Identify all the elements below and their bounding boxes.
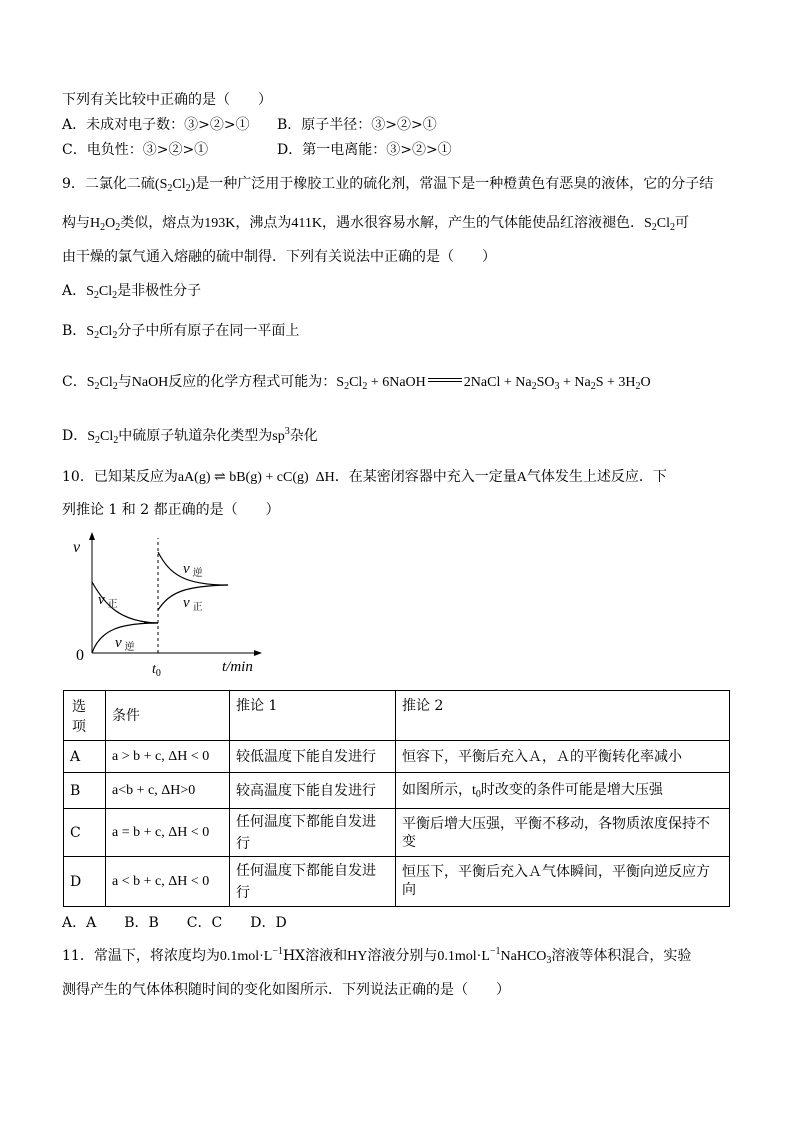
q8-option-a: A．未成对电子数：③>②>① (62, 117, 250, 133)
origin-label: 0 (76, 647, 84, 664)
header-inference-1: 推论 1 (230, 691, 396, 741)
t-axis-label: t/min (222, 659, 253, 675)
q9-option-c: C．$S_2Cl_2$与NaOH反应的化学方程式可能为：$S_2Cl_2$ + 6NaOH 2NaCl + $Na_2SO_3 + Na_2S + 3H_2O$ (62, 374, 651, 392)
row-inference-1: 任何温度下都能自发进行 (230, 809, 396, 857)
table-row (64, 741, 730, 773)
row-inference-1: 任何温度下都能自发进行 (230, 857, 396, 907)
header-inference-2: 推论 2 (396, 691, 730, 741)
table-row (64, 773, 730, 809)
row-option: C (64, 809, 106, 857)
row-inference-2: 恒压下，平衡后充入Ａ气体瞬间，平衡向逆反应方向 (396, 857, 730, 907)
q9-option-a: A．$S_2Cl_2$是非极性分子 (62, 283, 202, 301)
row-condition: a = b + c, ΔH < 0 (106, 809, 230, 857)
row-inference-2: 平衡后增大压强，平衡不移动，各物质浓度保持不变 (396, 809, 730, 857)
v-forward-label-after: v $_正$ (183, 595, 203, 613)
t-axis-arrow-icon (254, 650, 262, 656)
table-header-row (64, 691, 730, 741)
q8-option-c: C．电负性：③>②>① (62, 142, 209, 158)
q10-line-1: 10．已知某反应为aA(g) ⇌ bB(g) + cC(g) ΔH．在某密闭容器中充入一定量A气体发生上述反应．下 (62, 469, 667, 485)
row-condition: a > b + c, ΔH < 0 (106, 741, 230, 773)
q10-line-2: 列推论 1 和 2 都正确的是（ ） (62, 502, 280, 518)
row-inference-1: 较低温度下能自发进行 (230, 741, 396, 773)
q11-line-2: 测得产生的气体体积随时间的变化如图所示．下列说法正确的是（ ） (62, 982, 510, 998)
v-axis-arrow-icon (89, 532, 95, 540)
table-row (64, 809, 730, 857)
q10-answers: A．A B．B C．C D．D (62, 915, 287, 931)
row-option: A (64, 741, 106, 773)
reversible-arrow-icon: ⇌ (210, 470, 230, 485)
row-option: B (64, 773, 106, 809)
table-row (64, 857, 730, 907)
q9-option-b: B．$S_2Cl_2$分子中所有原子在同一平面上 (62, 323, 300, 341)
row-inference-1: 较高温度下能自发进行 (230, 773, 396, 809)
rate-time-graph (60, 530, 270, 680)
v-axis-label: v (73, 539, 81, 556)
q9-line-3: 由干燥的氯气通入熔融的硫中制得．下列有关说法中正确的是（ ） (62, 249, 496, 265)
v-forward-label-before: v $_正$ (98, 592, 118, 610)
q9-line-2: 构与$H_2O_2$类似，熔点为193K，沸点为411K，遇水很容易水解，产生的气体能使品红溶液褪色．$S_2Cl_2$可 (62, 215, 689, 233)
row-inference-2: 如图所示，$t_0$时改变的条件可能是增大压强 (396, 773, 730, 809)
q11-line-1: 11．常温下，将浓度均为$0.1mol\cdot L^{-1}HX$溶液和HY溶液分别与$0.1mol\cdot L^{-1}NaHCO_3$溶液等体积混合，实验 (62, 946, 692, 966)
t0-label: $t_0$ (152, 662, 161, 679)
row-condition: a<b + c, ΔH>0 (106, 773, 230, 809)
v-reverse-label-before: v $_逆$ (115, 635, 135, 653)
q8-stem: 下列有关比较中正确的是（ ） (62, 92, 272, 108)
options-table (63, 690, 730, 907)
equals-sign-icon (428, 378, 462, 382)
q8-option-d: D．第一电离能：③>②>① (277, 142, 452, 158)
header-condition: 条件 (106, 691, 230, 741)
q9-line-1: 9．二氯化二硫$(S_2Cl_2)$是一种广泛用于橡胶工业的硫化剂，常温下是一种橙黄色有恶臭的液体，它的分子结 (62, 176, 714, 194)
row-inference-2: 恒容下，平衡后充入Ａ，Ａ的平衡转化率减小 (396, 741, 730, 773)
v-reverse-label-after: v $_逆$ (183, 561, 203, 579)
row-option: D (64, 857, 106, 907)
header-option: 选项 (64, 691, 106, 741)
q8-option-b: B．原子半径：③>②>① (277, 117, 437, 133)
q9-option-d: D．$S_2Cl_2$中硫原子轨道杂化类型为$sp^3$杂化 (62, 426, 318, 446)
row-condition: a < b + c, ΔH < 0 (106, 857, 230, 907)
